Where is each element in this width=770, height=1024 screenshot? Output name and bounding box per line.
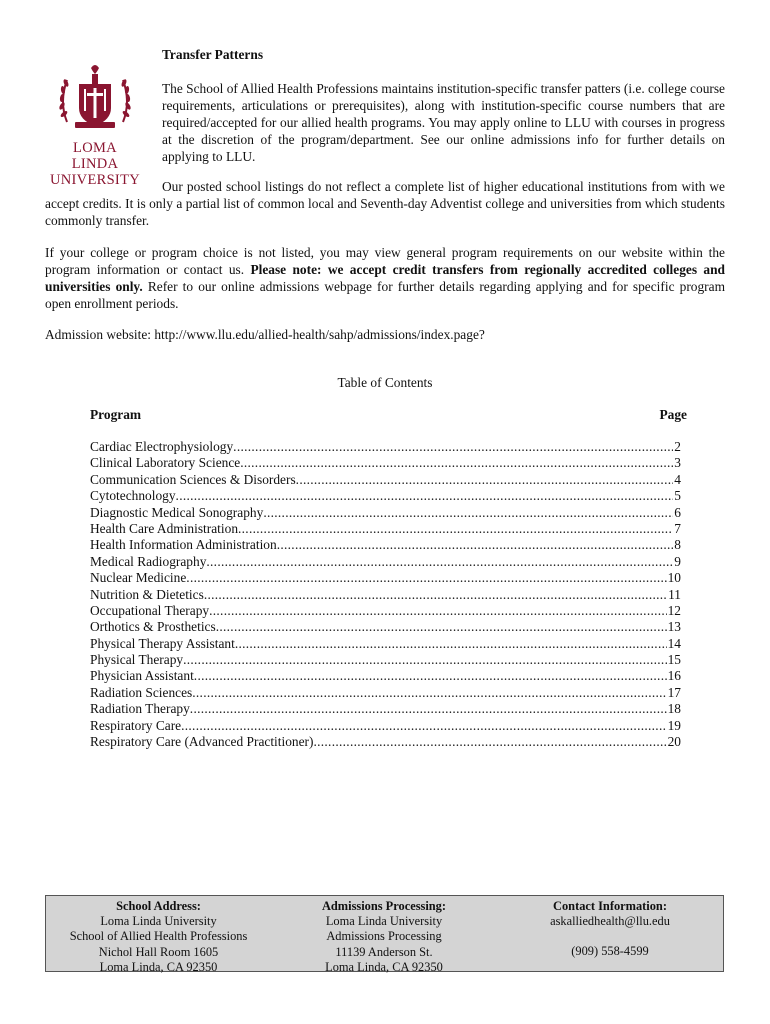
toc-row [90, 603, 681, 619]
university-logo [50, 62, 140, 188]
toc-row [90, 505, 681, 521]
toc-page: 9 [674, 553, 681, 569]
toc-page: 3 [674, 455, 681, 471]
toc-col-page: Page [659, 407, 687, 422]
contact-information [497, 896, 723, 971]
toc-program: Cardiac Electrophysiology [90, 439, 234, 454]
admissions-heading: Admissions Processing: [321, 899, 447, 913]
toc-program: Respiratory Care [90, 717, 182, 733]
university-name-line2: UNIVERSITY [50, 172, 140, 188]
admissions-line: Loma Linda University [325, 914, 443, 929]
toc-program: Orthotics & Prosthetics [90, 619, 216, 635]
notice-text-1: If your college or program choice is not listed, you may view general program requirements on our website within the program information or contact us. [45, 245, 725, 277]
toc-row [90, 537, 681, 553]
toc-row [90, 472, 681, 488]
footer-contact-box [45, 895, 724, 972]
listings-text: Our posted school listings do not reflect a complete list of higher educational institutions from with we accept credits. It is only a partial list of common local and Seventh-day Adventist college and universities from which students commonly transfer. [45, 179, 725, 228]
toc-page: 11 [668, 586, 681, 602]
admissions-line: 11139 Anderson St. [335, 944, 433, 959]
toc-page: 16 [667, 668, 681, 684]
toc-program: Radiation Sciences [90, 684, 193, 700]
toc-list [90, 439, 681, 750]
toc-program: Nutrition & Dietetics [90, 586, 204, 602]
admissions-processing [271, 896, 497, 974]
admission-website[interactable]: Admission website: http://www.llu.edu/allied-health/sahp/admissions/index.page? [45, 327, 485, 342]
toc-program: Health Information Administration [90, 537, 277, 553]
toc-program: Clinical Laboratory Science [90, 455, 241, 471]
toc-row [90, 619, 681, 635]
school-address-line: Nichol Hall Room 1605 [98, 944, 219, 959]
toc-row [90, 554, 681, 570]
toc-program: Nuclear Medicine [90, 570, 187, 586]
toc-page: 8 [674, 537, 681, 553]
notice-text-2: Refer to our online admissions webpage for further details regarding applying and for specific program open enrollment periods. [45, 279, 725, 311]
toc-row [90, 734, 681, 750]
toc-page: 19 [667, 717, 681, 733]
toc-page: 10 [667, 570, 681, 586]
toc-page: 6 [674, 504, 681, 520]
notice-paragraph [45, 244, 725, 312]
school-address-line: Loma Linda University [100, 914, 217, 929]
toc-program: Physical Therapy Assistant [90, 635, 235, 651]
toc-page: 20 [667, 734, 681, 750]
toc-page: 5 [674, 488, 681, 504]
school-address [46, 896, 271, 974]
toc-program: Physical Therapy [90, 652, 184, 668]
toc-row [90, 521, 681, 537]
university-crest-icon [55, 62, 135, 136]
contact-phone[interactable]: (909) 558-4599 [571, 944, 649, 959]
toc-row [90, 668, 681, 684]
toc-row [90, 652, 681, 668]
toc-row [90, 636, 681, 652]
toc-col-program: Program [90, 407, 142, 422]
toc-page: 17 [667, 684, 681, 700]
admissions-line: Loma Linda, CA 92350 [325, 959, 443, 974]
toc-row [90, 439, 681, 455]
toc-program: Radiation Therapy [90, 701, 190, 717]
toc-program: Diagnostic Medical Sonography [90, 504, 264, 520]
listings-paragraph [45, 178, 725, 229]
toc-page: 4 [674, 471, 681, 487]
toc-row [90, 587, 681, 603]
toc-header [90, 406, 687, 423]
intro-paragraph: The School of Allied Health Professions maintains institution-specific transfer patters (i.e. college course requirements, articulations or prerequisites), along with institution-specific course numbers that are required/accepted for our allied health programs. You may apply online to LLU with courses in progress at the discretion of the program/department. See our online admissions info for further details on applying to LLU. [162, 81, 726, 164]
toc-row [90, 455, 681, 471]
school-address-line: School of Allied Health Professions [69, 929, 248, 944]
toc-program: Cytotechnology [90, 488, 176, 504]
toc-row [90, 488, 681, 504]
notice-bold-text: Please note: we accept credit transfers from regionally accredited colleges and universities only. [45, 262, 725, 294]
toc-row [90, 685, 681, 701]
toc-program: Occupational Therapy [90, 602, 210, 618]
contact-email[interactable]: askalliedhealth@llu.edu [550, 914, 670, 929]
toc-program: Health Care Administration [90, 520, 239, 536]
toc-program: Medical Radiography [90, 553, 207, 569]
school-address-line: Loma Linda, CA 92350 [99, 959, 218, 974]
toc-page: 12 [667, 602, 681, 618]
toc-row [90, 701, 681, 717]
toc-title: Table of Contents [337, 375, 433, 390]
toc-program: Respiratory Care (Advanced Practitioner) [90, 734, 314, 750]
toc-page: 7 [674, 520, 681, 536]
toc-program: Physician Assistant [90, 668, 194, 684]
toc-page: 14 [667, 635, 681, 651]
toc-page: 15 [667, 652, 681, 668]
page-title: Transfer Patterns [162, 47, 264, 62]
university-name-line1: LOMA LINDA [71, 140, 119, 172]
toc-row [90, 718, 681, 734]
toc-page: 18 [667, 701, 681, 717]
toc-page: 2 [674, 439, 681, 454]
admissions-line: Admissions Processing [326, 929, 442, 944]
school-address-heading: School Address: [116, 899, 201, 913]
toc-page: 13 [667, 619, 681, 635]
toc-row [90, 570, 681, 586]
contact-heading: Contact Information: [553, 899, 667, 913]
toc-program: Communication Sciences & Disorders [90, 471, 296, 487]
